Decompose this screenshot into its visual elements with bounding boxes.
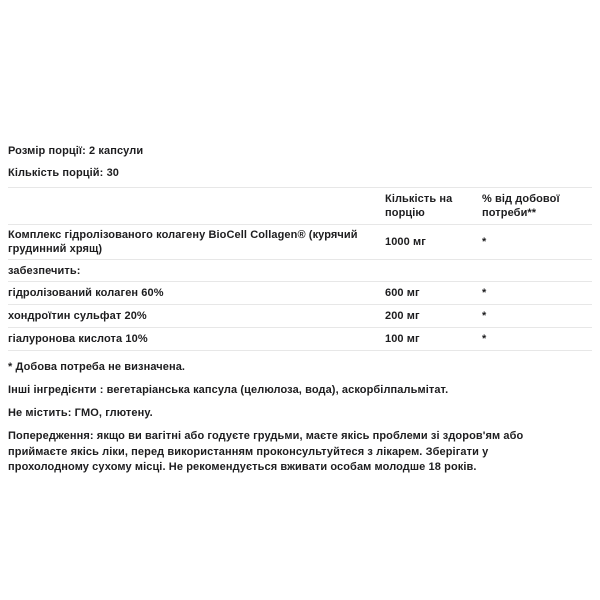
ingredient-amount: 200 мг [385,310,420,322]
header-amount-per-serving: Кількість на порцію [385,193,453,219]
ingredient-name: хондроїтин сульфат 20% [8,310,147,322]
servings-per-container-text: Кількість порцій: 30 [8,167,120,179]
header-daily-value: % від добової потреби** [482,193,560,219]
table-row [8,259,592,281]
ingredient-name: гіалуронова кислота 10% [8,333,148,345]
ingredient-name: гідролізований колаген 60% [8,287,164,299]
facts-header-row [8,187,592,224]
ingredient-amount: 600 мг [385,287,420,299]
ingredient-dv: * [482,287,487,299]
ingredient-dv: * [482,333,487,345]
other-ingredients-text: Інші інгредієнти : вегетаріанська капсула (целюлоза, вода), аскорбілпальмітат. [8,384,449,396]
ingredient-dv: * [482,310,487,322]
warning-text: Попередження: якщо ви вагітні або годуєте грудьми, маєте якісь проблеми зі здоров'ям або приймаєте якісь ліки, перед використанням проконсультуйтеся з лікарем. Зберігати у прохолодному сухому місці. Не рекомендується вживати особам молодше 18 років. [8,430,524,473]
free-of-text: Не містить: ГМО, глютену. [8,407,153,419]
header-ingredient-cell [8,202,385,210]
daily-value-footnote: * Добова потреба не визначена. [8,361,186,373]
facts-table [8,187,592,351]
table-row [8,304,592,327]
ingredient-amount: 100 мг [385,333,420,345]
table-row [8,281,592,304]
ingredient-dv: * [482,236,487,248]
ingredient-amount [385,267,482,274]
ingredient-dv [482,267,592,274]
table-row [8,327,592,351]
ingredient-name: забезпечить: [8,264,81,277]
table-row [8,224,592,259]
ingredient-amount: 1000 мг [385,236,426,248]
ingredient-name: Комплекс гідролізованого колагену BioCell Collagen® (курячий грудинний хрящ) [8,229,358,255]
serving-size-text: Розмір порції: 2 капсули [8,145,144,157]
